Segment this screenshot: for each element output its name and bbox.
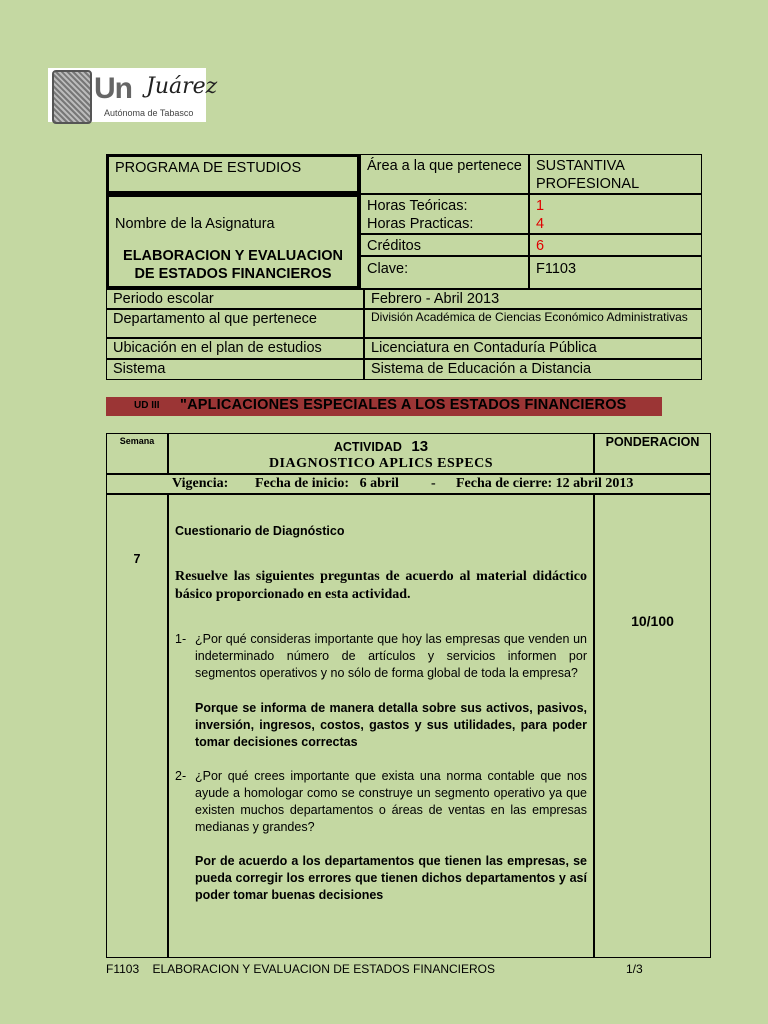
sistema-label: Sistema [113, 361, 166, 377]
periodo-value-cell [364, 289, 702, 309]
q1-text: ¿Por qué consideras importante que hoy las empresas que venden un indeterminado número de artículos y servicios informen por segmentos operativos y no sólo de forma global de toda la empresa? [195, 632, 587, 680]
actividad-label: ACTIVIDAD [333, 440, 402, 454]
vigencia-row [106, 474, 711, 494]
creditos-value: 6 [536, 238, 545, 254]
periodo-label: Periodo escolar [113, 291, 214, 307]
ponderacion-header: PONDERACION [605, 435, 700, 449]
area-label-cell [360, 154, 529, 194]
ponderacion-header-cell [594, 433, 711, 474]
unit-banner [106, 397, 662, 416]
clave-value-cell [529, 256, 702, 289]
q2-text: ¿Por qué crees importante que exista una norma contable que nos ayude a homologar como se construye un segmento operativo ya que existen muchos departamentos o áreas de ventas en las empresas medianas y grandes? [195, 769, 587, 834]
creditos-label-cell [360, 234, 529, 256]
actividad-number: 13 [411, 438, 429, 455]
semana-header: Semana [119, 436, 155, 446]
sistema-value: Sistema de Educación a Distancia [371, 361, 592, 377]
programa-cell [106, 154, 360, 194]
a2-text: Por de acuerdo a los departamentos que tienen las empresas, se pueda corregir los errores que tienen dichos departamentos y así poder tomar buenas decisiones [195, 854, 587, 902]
university-logo [48, 68, 218, 122]
logo-subtitle: Autónoma de Tabasco [104, 108, 194, 118]
programa-label: PROGRAMA DE ESTUDIOS [115, 160, 302, 176]
logo-wordmark: Un [94, 72, 132, 105]
nombre-asignatura-label: Nombre de la Asignatura [115, 216, 275, 232]
a1-text: Porque se informa de manera detalla sobre sus activos, pasivos, inversión, ingresos, costos, gastos y sus utilidades, para poder tomar decisiones correctas [195, 701, 587, 749]
asignatura-cell [106, 194, 360, 289]
periodo-value: Febrero - Abril 2013 [371, 291, 500, 307]
clave-label-cell [360, 256, 529, 289]
semana-value-cell [106, 494, 168, 958]
ubicacion-label-cell [106, 338, 364, 359]
instruccion: Resuelve las siguientes preguntas de acuerdo al material didáctico básico proporcionado en esta actividad. [175, 569, 587, 602]
periodo-label-cell [106, 289, 364, 309]
page-footer [106, 962, 666, 976]
fecha-inicio: Fecha de inicio: 6 abril [255, 476, 399, 491]
vigencia-label: Vigencia: [172, 476, 229, 491]
unit-title: "APLICACIONES ESPECIALES A LOS ESTADOS FINANCIEROS [180, 397, 627, 413]
footer-title: ELABORACION Y EVALUACION DE ESTADOS FINANCIEROS [152, 962, 496, 976]
actividad-header-cell [168, 433, 594, 474]
ponderacion-value-cell [594, 494, 711, 958]
semana-header-cell [106, 433, 168, 474]
asignatura-title: ELABORACION Y EVALUACION DE ESTADOS FINANCIEROS [123, 248, 343, 282]
fecha-cierre: Fecha de cierre: 12 abril 2013 [456, 476, 634, 491]
ubicacion-value: Licenciatura en Contaduría Pública [371, 340, 597, 356]
creditos-label: Créditos [367, 238, 421, 254]
cuestionario-title: Cuestionario de Diagnóstico [175, 524, 345, 538]
horas-value-cell [529, 194, 702, 234]
semana-value: 7 [133, 552, 141, 566]
horas-teoricas-value: 1 [536, 198, 545, 214]
depto-label-cell [106, 309, 364, 338]
logo-script: Juárez [146, 74, 218, 99]
clave-label: Clave: [367, 261, 409, 277]
ubicacion-label: Ubicación en el plan de estudios [113, 340, 322, 356]
horas-label-cell [360, 194, 529, 234]
fecha-dash: - [431, 476, 436, 491]
actividad-title: DIAGNOSTICO APLICS ESPECS [268, 456, 494, 471]
depto-value-cell [364, 309, 702, 338]
clave-value: F1103 [536, 261, 577, 277]
area-value-cell [529, 154, 702, 194]
ubicacion-value-cell [364, 338, 702, 359]
sistema-label-cell [106, 359, 364, 380]
q1-number: 1- [175, 632, 187, 646]
university-seal-icon [52, 70, 92, 124]
activity-content-cell [168, 494, 594, 958]
footer-page-number: 1/3 [626, 962, 643, 976]
sistema-value-cell [364, 359, 702, 380]
depto-label: Departamento al que pertenece [113, 311, 317, 327]
unit-number: UD III [134, 400, 160, 411]
ponderacion-value: 10/100 [631, 613, 674, 629]
q2-number: 2- [175, 769, 187, 783]
actividad-line [169, 438, 593, 455]
horas-teoricas-label: Horas Teóricas: [367, 198, 468, 214]
area-value: SUSTANTIVA PROFESIONAL [536, 158, 640, 192]
area-label: Área a la que pertenece [367, 158, 522, 174]
creditos-value-cell [529, 234, 702, 256]
depto-value: División Académica de Ciencias Económico Administrativas [371, 310, 688, 324]
footer-code: F1103 [106, 962, 140, 976]
horas-practicas-label: Horas Practicas: [367, 216, 474, 232]
horas-practicas-value: 4 [536, 216, 545, 232]
